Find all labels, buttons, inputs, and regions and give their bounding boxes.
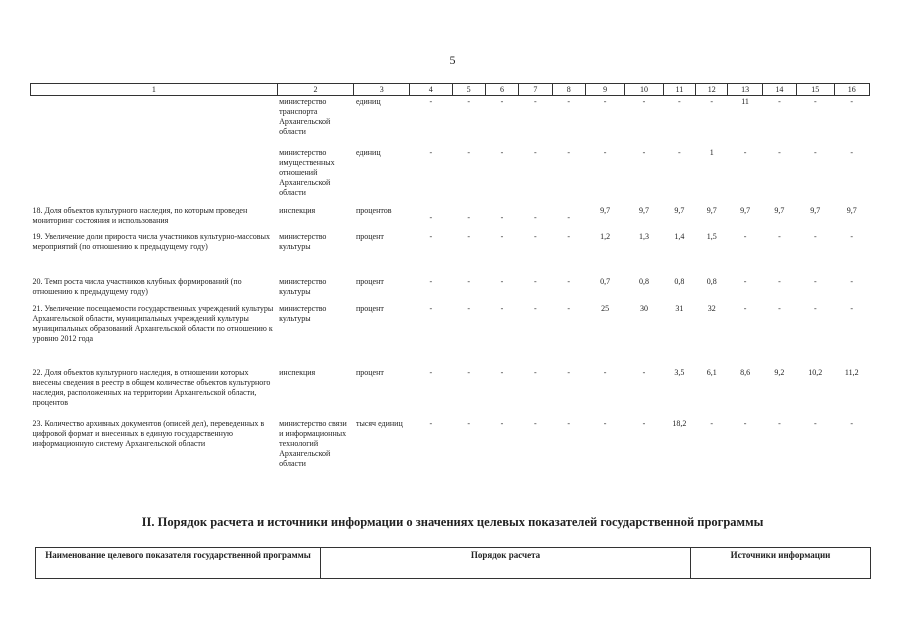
value-cell: 30 (640, 303, 648, 313)
value-cell: - (603, 367, 607, 377)
unit-cell: процент (355, 231, 384, 241)
value-cell: - (429, 231, 433, 241)
value-cell: 9,7 (706, 205, 717, 215)
value-cell: - (500, 367, 504, 377)
col-header: 8 (552, 84, 585, 96)
value-cell: - (743, 276, 747, 286)
col-header: 1 (31, 84, 278, 96)
value-cell: - (603, 97, 607, 106)
col-header: 6 (485, 84, 518, 96)
table-row (31, 205, 870, 231)
value-cell: - (534, 418, 537, 428)
value-cell: - (813, 231, 817, 241)
value-cell: 9,2 (774, 367, 785, 377)
value-cell: - (778, 418, 781, 428)
indicator-name-cell: 18. Доля объектов культурного наследия, по которым проведен мониторинг состояния и использования (32, 205, 248, 225)
value-cell: 0,7 (600, 276, 611, 286)
value-cell: - (813, 303, 817, 313)
value-cell: 3,5 (674, 367, 685, 377)
value-cell: - (778, 303, 781, 313)
value-cell: - (534, 276, 537, 286)
table-row (31, 367, 870, 418)
value-cell: - (850, 147, 854, 157)
value-cell: - (500, 147, 504, 157)
value-cell: - (850, 276, 854, 286)
responsible-org-cell: министерство культуры (279, 276, 327, 296)
section-title: II. Порядок расчета и источники информации о значениях целевых показателей государственной программы (141, 515, 764, 529)
value-cell: 9,7 (740, 205, 751, 215)
value-cell: - (813, 276, 817, 286)
responsible-org-cell: инспекция (279, 367, 316, 377)
value-cell: - (429, 212, 433, 222)
value-cell: - (567, 276, 571, 286)
unit-cell: процентов (355, 205, 392, 215)
col-header: 16 (834, 84, 870, 96)
value-cell: 1 (709, 147, 714, 157)
col-header: 5 (452, 84, 485, 96)
value-cell: - (710, 97, 714, 106)
col-header: 7 (519, 84, 552, 96)
value-cell: 10,2 (808, 367, 823, 377)
value-cell: - (743, 303, 747, 313)
indicator-name-cell (31, 96, 278, 147)
indicator-name-cell: 21. Увеличение посещаемости государственных учреждений культуры Архангельской области, муниципальных учреждений культуры муниципальных образований Архангельской области по отношению к уровню 2012 года (32, 303, 274, 343)
column-numbers-row (31, 84, 870, 96)
value-cell: 11,2 (844, 367, 859, 377)
value-cell: - (642, 367, 646, 377)
value-cell: - (429, 97, 433, 106)
value-cell: - (500, 231, 504, 241)
value-cell: - (642, 97, 646, 106)
value-cell: 11 (741, 97, 749, 106)
value-cell: - (467, 147, 470, 157)
value-cell: 8,6 (740, 367, 751, 377)
value-cell: 0,8 (706, 276, 717, 286)
indicator-name-cell (31, 147, 278, 205)
value-cell: - (567, 303, 571, 313)
value-cell: - (467, 418, 470, 428)
value-cell: 9,7 (810, 205, 821, 215)
table-row (31, 147, 870, 205)
responsible-org-cell: инспекция (279, 205, 316, 215)
col-header: 14 (762, 84, 796, 96)
value-cell: - (500, 276, 504, 286)
table-row (31, 276, 870, 303)
col-header: 9 (585, 84, 624, 96)
value-cell: 9,7 (600, 205, 611, 215)
responsible-org-cell: министерство связи и информационных технологий Архангельской области (279, 418, 347, 468)
value-cell: - (813, 97, 817, 106)
value-cell: - (500, 418, 504, 428)
value-cell: - (500, 212, 504, 222)
unit-cell: процент (355, 276, 384, 286)
value-cell: - (467, 97, 470, 106)
table-row (31, 303, 870, 367)
value-cell: - (678, 147, 681, 157)
value-cell: - (778, 147, 781, 157)
value-cell: - (467, 276, 470, 286)
unit-cell: единиц (355, 97, 381, 106)
info-table (35, 547, 871, 579)
value-cell: - (500, 97, 504, 106)
value-cell: - (778, 231, 781, 241)
value-cell: - (567, 97, 571, 106)
col-header: 4 (410, 84, 452, 96)
unit-cell: тысяч единиц (355, 418, 403, 428)
value-cell: - (467, 367, 470, 377)
value-cell: - (813, 147, 817, 157)
value-cell: 18,2 (672, 418, 687, 428)
indicator-name-cell: 19. Увеличение доли прироста числа участников культурно-массовых мероприятий (по отношению к предыдущему году) (32, 231, 270, 251)
value-cell: 25 (601, 303, 610, 313)
value-cell: - (534, 147, 537, 157)
value-cell: - (743, 418, 747, 428)
value-cell: - (567, 367, 571, 377)
info-sources-header: Источники информации (691, 548, 871, 579)
value-cell: - (642, 418, 646, 428)
value-cell: - (567, 212, 571, 222)
value-cell: - (778, 97, 781, 106)
value-cell: 1,2 (600, 231, 611, 241)
value-cell: - (429, 276, 433, 286)
value-cell: - (850, 97, 854, 106)
unit-cell: единиц (355, 147, 381, 157)
value-cell: 9,7 (639, 205, 649, 215)
indicators-table (30, 83, 870, 482)
page-number: 5 (449, 53, 456, 67)
indicator-name-cell: 22. Доля объектов культурного наследия, в отношении которых внесены сведения в реестр в общем количестве объектов культурного наследия, расположенных на территории Архангельской области, процентов (32, 367, 271, 407)
value-cell: - (850, 418, 854, 428)
col-header: 11 (663, 84, 695, 96)
value-cell: - (850, 231, 854, 241)
table-row (31, 96, 870, 147)
value-cell: - (429, 418, 433, 428)
col-header: 10 (625, 84, 663, 96)
value-cell: - (778, 276, 781, 286)
col-header: 3 (354, 84, 410, 96)
value-cell: - (642, 147, 646, 157)
col-header: 2 (277, 84, 354, 96)
indicators-body (31, 96, 870, 482)
value-cell: 32 (707, 303, 716, 313)
value-cell: - (467, 231, 470, 241)
unit-cell: процент (355, 367, 384, 377)
value-cell: - (429, 147, 433, 157)
value-cell: 1,3 (639, 231, 649, 241)
value-cell: 1,5 (706, 231, 717, 241)
calculation-order-header: Порядок расчета (321, 548, 691, 579)
table-row (31, 231, 870, 276)
table-row (31, 418, 870, 482)
value-cell: - (567, 418, 571, 428)
value-cell: - (678, 97, 681, 106)
unit-cell: процент (355, 303, 384, 313)
value-cell: 0,8 (639, 276, 649, 286)
col-header: 12 (696, 84, 728, 96)
value-cell: - (500, 303, 504, 313)
value-cell: - (467, 212, 470, 222)
indicator-name-cell: 20. Темп роста числа участников клубных формирований (по отношению к предыдущему году) (32, 276, 242, 296)
value-cell: - (710, 418, 714, 428)
indicator-name-cell: 23. Количество архивных документов (описей дел), переведенных в цифровой формат и внесенных в единую государственную информационную систему Архангельской области (32, 418, 265, 448)
info-header-row (36, 548, 871, 579)
value-cell: - (567, 147, 571, 157)
value-cell: 6,1 (706, 367, 717, 377)
value-cell: 0,8 (674, 276, 685, 286)
value-cell: - (534, 97, 537, 106)
col-header: 15 (797, 84, 834, 96)
value-cell: - (743, 147, 747, 157)
value-cell: - (467, 303, 470, 313)
value-cell: - (534, 303, 537, 313)
value-cell: - (429, 367, 433, 377)
value-cell: 31 (675, 303, 684, 313)
value-cell: - (534, 231, 537, 241)
value-cell: - (567, 231, 571, 241)
value-cell: 1,4 (674, 231, 685, 241)
col-header: 13 (728, 84, 762, 96)
value-cell: - (813, 418, 817, 428)
value-cell: - (743, 231, 747, 241)
responsible-org-cell: министерство культуры (279, 303, 327, 323)
value-cell: 9,7 (774, 205, 785, 215)
indicator-name-header: Наименование целевого показателя государственной программы (36, 548, 321, 579)
value-cell: - (603, 418, 607, 428)
value-cell: - (534, 212, 537, 222)
responsible-org-cell: министерство культуры (279, 231, 327, 251)
value-cell: - (850, 303, 854, 313)
value-cell: - (429, 303, 433, 313)
value-cell: - (534, 367, 537, 377)
value-cell: 9,7 (674, 205, 685, 215)
value-cell: 9,7 (846, 205, 857, 215)
responsible-org-cell: министерство транспорта Архангельской области (279, 97, 331, 136)
responsible-org-cell: министерство имущественных отношений Архангельской области (279, 147, 335, 197)
value-cell: - (603, 147, 607, 157)
